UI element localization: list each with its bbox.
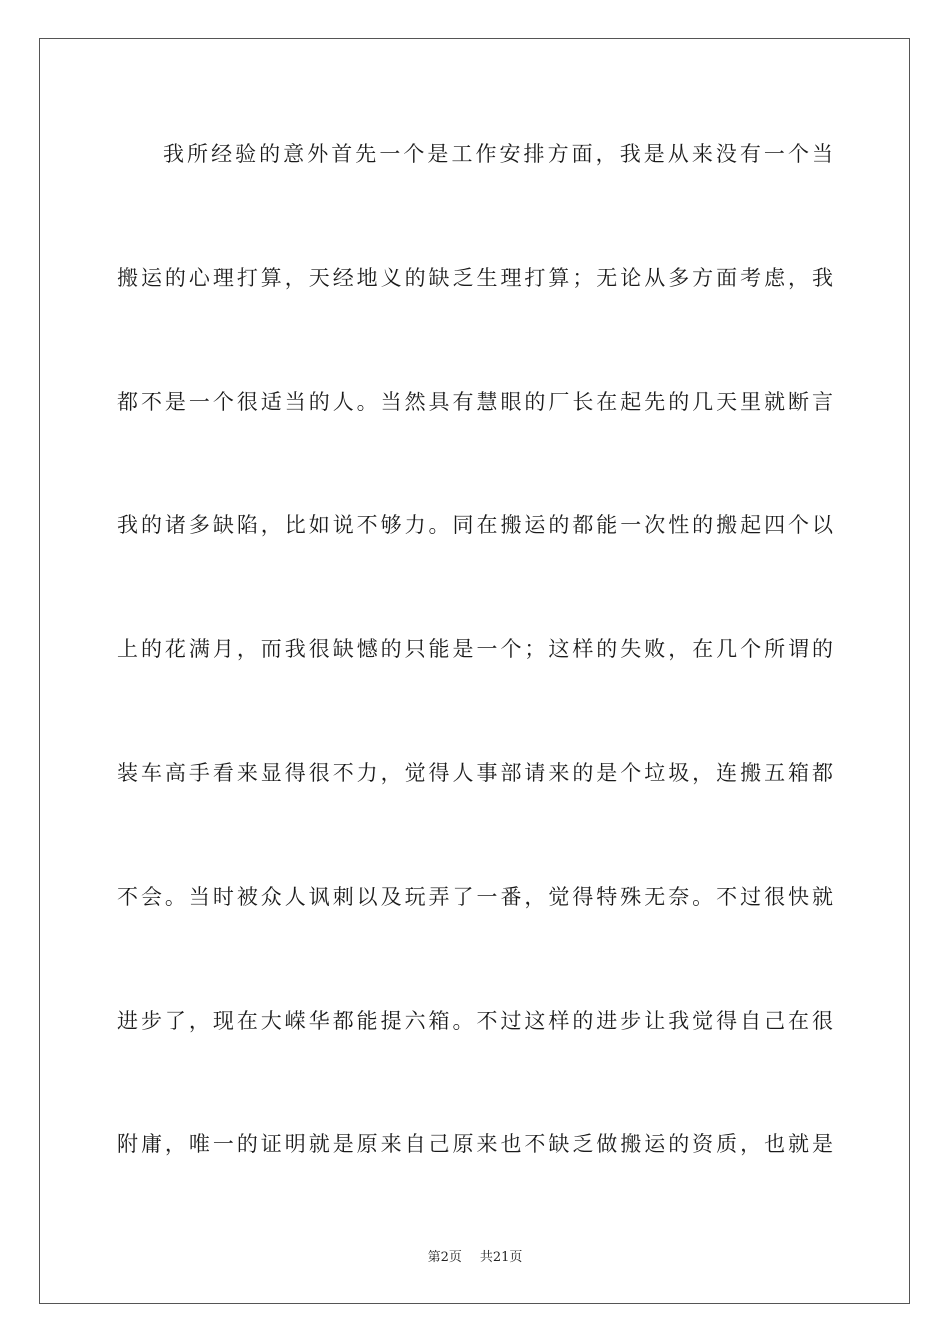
text-line: 我所经验的意外首先一个是工作安排方面，我是从来没有一个当 <box>163 142 833 166</box>
page-number: 第2页 <box>427 1250 462 1265</box>
text-line: 我的诸多缺陷，比如说不够力。同在搬运的都能一次性的搬起四个以 <box>117 513 833 538</box>
text-line: 进步了，现在大嵘华都能提六箱。不过这样的进步让我觉得自己在很 <box>117 1008 833 1033</box>
text-line: 装车高手看来显得很不力，觉得人事部请来的是个垃圾，连搬五箱都 <box>117 760 833 785</box>
text-line: 都不是一个很适当的人。当然具有慧眼的厂长在起先的几天里就断言 <box>117 389 833 414</box>
text-line: 附庸，唯一的证明就是原来自己原来也不缺乏做搬运的资质，也就是 <box>117 1132 833 1157</box>
page-total: 共21页 <box>479 1250 523 1265</box>
text-line: 上的花满月，而我很缺憾的只能是一个；这样的失败，在几个所谓的 <box>117 637 833 662</box>
text-line: 搬运的心理打算，天经地义的缺乏生理打算；无论从多方面考虑，我 <box>117 265 833 290</box>
page-footer <box>0 1246 950 1265</box>
text-line: 不会。当时被众人讽刺以及玩弄了一番，觉得特殊无奈。不过很快就 <box>117 884 833 909</box>
document-body <box>117 110 833 1224</box>
